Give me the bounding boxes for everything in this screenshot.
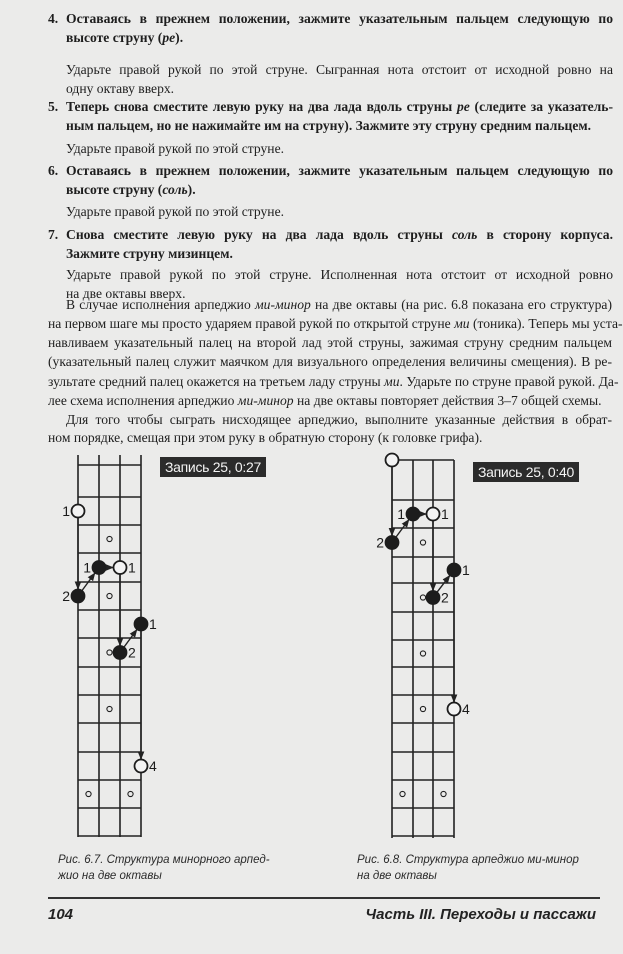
finger-number-label: 2: [128, 644, 136, 661]
fret-inlay-dot: [107, 650, 112, 655]
finger-number-label: 4: [149, 758, 157, 774]
caption-line: жио на две октавы: [58, 870, 162, 882]
text-run: Оставаясь в прежнем положении, зажмите указательным пальцем следующую по: [66, 163, 613, 178]
footer-divider: [48, 897, 600, 899]
fret-inlay-dot: [107, 536, 112, 541]
text-run: на две октавы повторяет действия 3–7 общей схемы.: [293, 393, 602, 408]
italic-term: ми-минор: [237, 393, 294, 408]
text-run: Теперь снова сместите левую руку на два лада вдоль струны: [66, 99, 457, 114]
text-run: в сторону корпуса.: [477, 227, 614, 242]
finger-number-label: 1: [441, 506, 449, 522]
figure-caption-6-8: [357, 852, 579, 884]
italic-term: ре: [162, 30, 176, 45]
text-run: В случае исполнения арпеджио: [66, 297, 255, 312]
step-number: 5.: [48, 99, 59, 114]
fret-inlay-dot: [107, 706, 112, 711]
fretted-note-marker: [72, 590, 85, 603]
open-note-marker: [72, 505, 85, 518]
finger-number-label: 1: [62, 503, 70, 519]
text-run: ном порядке, смещая при этом руку в обратную сторону (к головке грифа).: [48, 430, 483, 445]
finger-number-label: 1: [149, 616, 157, 632]
italic-term: ре: [456, 99, 470, 114]
italic-term: ми: [454, 316, 470, 331]
finger-number-label: 1: [83, 559, 91, 576]
fret-inlay-dot: [400, 791, 405, 796]
caption-line: на две октавы: [357, 870, 437, 882]
running-header-part-title: Часть III. Переходы и пассажи: [365, 906, 596, 923]
text-run: (следите за указатель-: [469, 99, 613, 114]
caption-line: Рис. 6.8. Структура арпеджио ми-минор: [357, 854, 579, 866]
text-run: Зажмите струну мизинцем.: [66, 246, 233, 261]
text-run: навливаем указательный палец на второй лад этой струны, зажимая струну средним пальцем: [48, 335, 612, 350]
page-number: 104: [48, 906, 74, 923]
italic-term: ми: [384, 374, 400, 389]
fretted-note-marker: [407, 508, 420, 521]
finger-number-label: 2: [376, 534, 384, 551]
open-note-marker: [114, 561, 127, 574]
text-run: высоте струну (: [66, 30, 163, 45]
fretted-note-marker: [386, 536, 399, 549]
fretted-note-marker: [135, 618, 148, 631]
text-run: Ударьте правой рукой по этой струне.: [66, 204, 285, 219]
text-run: на первом шаге мы просто ударяем правой рукой по открытой струне: [48, 316, 455, 331]
text-run: лее схема исполнения арпеджио: [48, 393, 238, 408]
text-run: . Ударьте по струне правой рукой. Да-: [399, 374, 619, 389]
step-number: 4.: [48, 11, 59, 26]
fretted-note-marker: [114, 646, 127, 659]
fretted-note-marker: [93, 561, 106, 574]
text-run: ным пальцем, но не нажимайте им на струну). Зажмите эту струну средним пальцем.: [66, 118, 592, 133]
text-run: ).: [175, 30, 184, 45]
fret-inlay-dot: [420, 595, 425, 600]
fretted-note-marker: [427, 591, 440, 604]
fret-inlay-dot: [107, 593, 112, 598]
text-run: высоте струну (: [66, 182, 163, 197]
fret-inlay-dot: [420, 651, 425, 656]
finger-number-label: 2: [441, 589, 449, 606]
text-run: (тоника). Теперь мы уста-: [469, 316, 623, 331]
text-run: на две октавы (на рис. 6.8 показана его структура): [310, 297, 612, 312]
text-run: Ударьте правой рукой по этой струне.: [66, 141, 285, 156]
text-run: ).: [187, 182, 196, 197]
italic-term: соль: [162, 182, 188, 197]
text-run: Ударьте правой рукой по этой струне. Сыгранная нота отстоит от исходной ровно на: [66, 62, 613, 77]
text-run: Снова сместите левую руку на два лада вдоль струны: [66, 227, 453, 242]
open-note-marker: [427, 508, 440, 521]
fret-inlay-dot: [420, 706, 425, 711]
open-note-marker: [386, 454, 399, 467]
open-note-marker: [448, 703, 461, 716]
text-run: (указательный палец служит маячком для визуального определения величины смещения). В ре-: [48, 354, 612, 369]
step-number: 7.: [48, 227, 59, 242]
step-number: 6.: [48, 163, 59, 178]
finger-number-label: 4: [462, 701, 470, 717]
caption-line: Рис. 6.7. Структура минорного арпед-: [58, 854, 270, 866]
italic-term: соль: [452, 227, 478, 242]
finger-number-label: 1: [462, 562, 470, 578]
fret-inlay-dot: [86, 791, 91, 796]
fret-inlay-dot: [441, 791, 446, 796]
finger-number-label: 2: [62, 588, 70, 604]
recording-badge-fig-6-8: Запись 25, 0:40: [473, 462, 579, 482]
text-run: Оставаясь в прежнем положении, зажмите указательным пальцем следующую по: [66, 11, 613, 26]
text-run: зультате средний палец окажется на третьем ладу струны: [48, 374, 385, 389]
fret-inlay-dot: [128, 791, 133, 796]
finger-number-label: 1: [128, 559, 136, 576]
finger-number-label: 1: [397, 506, 405, 522]
figure-caption-6-7: [58, 852, 270, 884]
open-note-marker: [135, 760, 148, 773]
text-run: Для того чтобы сыграть нисходящее арпеджио, выполните указанные действия в обрат-: [66, 412, 612, 427]
italic-term: ми-минор: [254, 297, 311, 312]
text-run: одну октаву вверх.: [66, 81, 175, 96]
text-run: Ударьте правой рукой по этой струне. Исполненная нота отстоит от исходной ровно: [66, 267, 613, 282]
recording-badge-fig-6-7: Запись 25, 0:27: [160, 457, 266, 477]
text-run: на две октавы вверх.: [66, 286, 186, 301]
fretted-note-marker: [448, 564, 461, 577]
fret-inlay-dot: [420, 540, 425, 545]
